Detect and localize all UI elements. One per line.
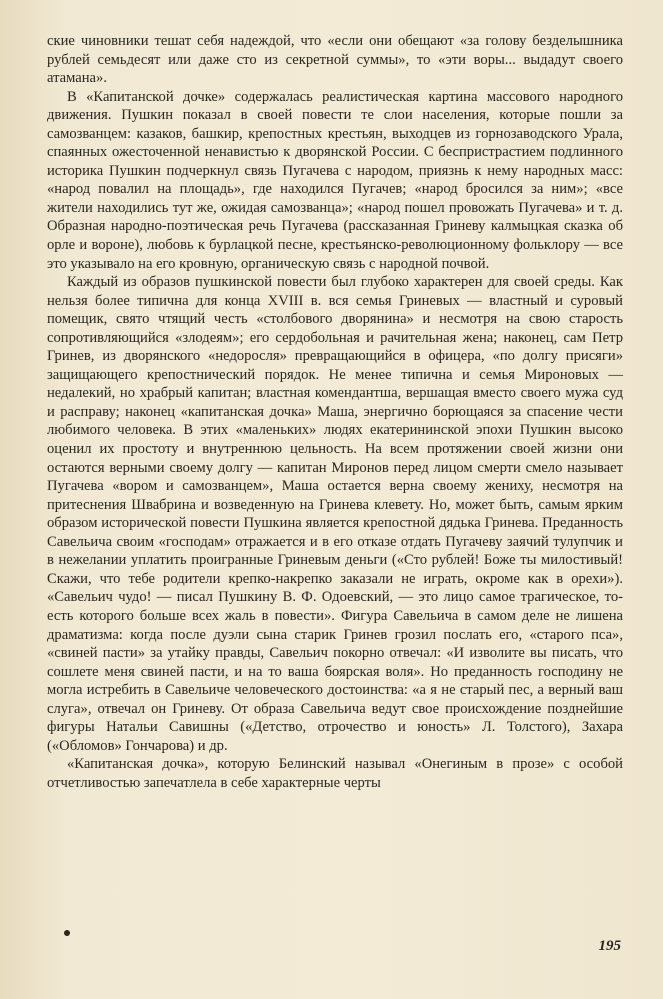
ink-dot — [64, 930, 70, 936]
page-number: 195 — [598, 938, 621, 954]
body-text — [47, 32, 623, 792]
paragraph-belinsky: «Капитанская дочка», которую Белинский называл «Онегиным в прозе» с особой отчетливостью запечатлела в себе характерные черты — [47, 756, 623, 791]
paragraph-continuation: ские чиновники тешат себя надеждой, что «если они обещают «за голову безделышника рублей семьдесят или даже сто из секретной суммы», то «эти воры... выдадут своего атамана». — [47, 33, 623, 87]
paragraph-characters: Каждый из образов пушкинской повести был глубоко характерен для своей среды. Как нельзя более типична для конца XVIII в. вся семья Гриневых — властный и суровый помещик, свято чтящий честь «столбового дворянина» и несмотря на свою старость сопротивляющийся «злодеям»; его сердобольная и рачительная жена; наконец, сам Петр Гринев, из дворянского «недоросля» превращающийся в офицера, «по долгу присяги» защищающего крепостнический порядок. Не менее типична и семья Мироновых — недалекий, но храбрый капитан; властная комендантша, вершащая вместо своего мужа суд и расправу; наконец «капитанская дочка» Маша, энергично борющаяся за спасение чести любимого человека. В этих «маленьких» людях екатерининской эпохи Пушкин высоко оценил их простоту и внутреннюю цельность. На всем протяжении своей жизни они остаются верными своему долгу — капитан Миронов перед лицом смерти смело называет Пугачева «вором и самозванцем», Маша остается верна своему жениху, несмотря на притеснения Швабрина и возведенную на Гринева клевету. Но, может быть, самым ярким образом исторической повести Пушкина является крепостной дядька Гринева. Преданность Савельича своим «господам» отражается и в его отказе отдать Пугачеву заячий тулупчик и в нежелании уплатить проигранные Гриневым деньги («Сто рублей! Боже ты милостивый! Скажи, что тебе родители крепко-накрепко заказали не играть, окроме как в орехи»). «Савельич чудо! — писал Пушкину В. Ф. Одоевский, — это лицо самое трагическое, то-есть которого больше всех жаль в повести». Фигура Савельича в самом деле не лишена драматизма: когда после дуэли сына старик Гринев грозил послать его, «старого пса», «свиней пасти» за утайку правды, Савельич покорно отвечал: «И изволите вы писать, что сошлете меня свиней пасти, и на то ваша боярская воля». Но преданность господину не могла истребить в Савельиче человеческого достоинства: «а я не старый пес, а верный ваш слуга», отвечал он Гриневу. От образа Савельича ведут свое происхождение позднейшие фигуры Натальи Савишны («Детство, отрочество и юность» Л. Толстого), Захара («Обломов» Гончарова) и др. — [47, 274, 623, 754]
paragraph-mass-movement: В «Капитанской дочке» содержалась реалистическая картина массового народного движения. Пушкин показал в своей повести те слои населения, которые пошли за самозванцем: казаков, башкир, крепостных крестьян, выходцев из горнозаводского Урала, спаянных ожесточенной ненавистью к дворянской России. С беспристрастием подлинного историка Пушкин подчеркнул связь Пугачева с народом, приязнь к нему народных масс: «народ повалил на площадь», где находился Пугачев; «народ бросился за ним»; «все жители находились тут же, ожидая самозванца»; «народ пошел провожать Пугачева» и т. д. Образная народно-поэтическая речь Пугачева (рассказанная Гриневу калмыцкая сказка об орле и вороне), любовь к бурлацкой песне, крестьянско-революционному фольклору — все это указывало на его кровную, органическую связь с народной почвой. — [47, 88, 623, 272]
